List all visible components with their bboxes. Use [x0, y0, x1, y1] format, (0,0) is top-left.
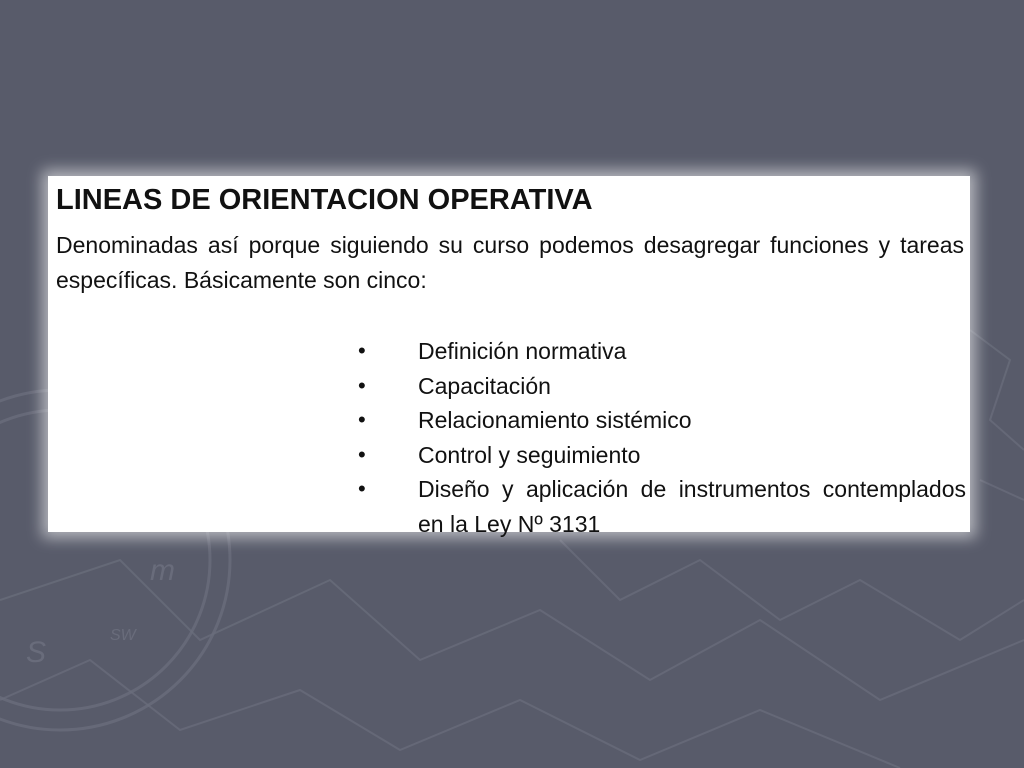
bullet-icon: •	[358, 441, 366, 467]
list-item	[354, 403, 966, 438]
list-item-text: Relacionamiento sistémico	[418, 407, 692, 433]
list-item-text: Control y seguimiento	[418, 441, 641, 468]
list-item	[354, 438, 966, 473]
svg-text:S: S	[26, 636, 47, 669]
bullet-icon: •	[358, 372, 366, 398]
list-item-text: Definición normativa	[418, 338, 627, 364]
list-item	[354, 369, 966, 404]
intro-paragraph: Denominadas así porque siguiendo su curso podemos desagregar funciones y tareas específicas. Básicamente son cinco:	[56, 232, 964, 293]
svg-text:SW: SW	[110, 627, 136, 644]
bullet-list	[354, 334, 966, 541]
list-item	[354, 334, 966, 369]
content-card	[48, 176, 970, 537]
svg-text:m: m	[150, 554, 175, 587]
slide-title: LINEAS DE ORIENTACION OPERATIVA	[56, 184, 593, 216]
list-item-text: Diseño y aplicación de instrumentos contemplados en la Ley Nº 3131	[418, 476, 966, 537]
list-item-text: Capacitación	[418, 372, 551, 399]
bullet-icon: •	[358, 338, 366, 363]
bullet-icon: •	[358, 407, 366, 432]
list-item	[354, 472, 966, 541]
bullet-icon: •	[358, 476, 366, 501]
